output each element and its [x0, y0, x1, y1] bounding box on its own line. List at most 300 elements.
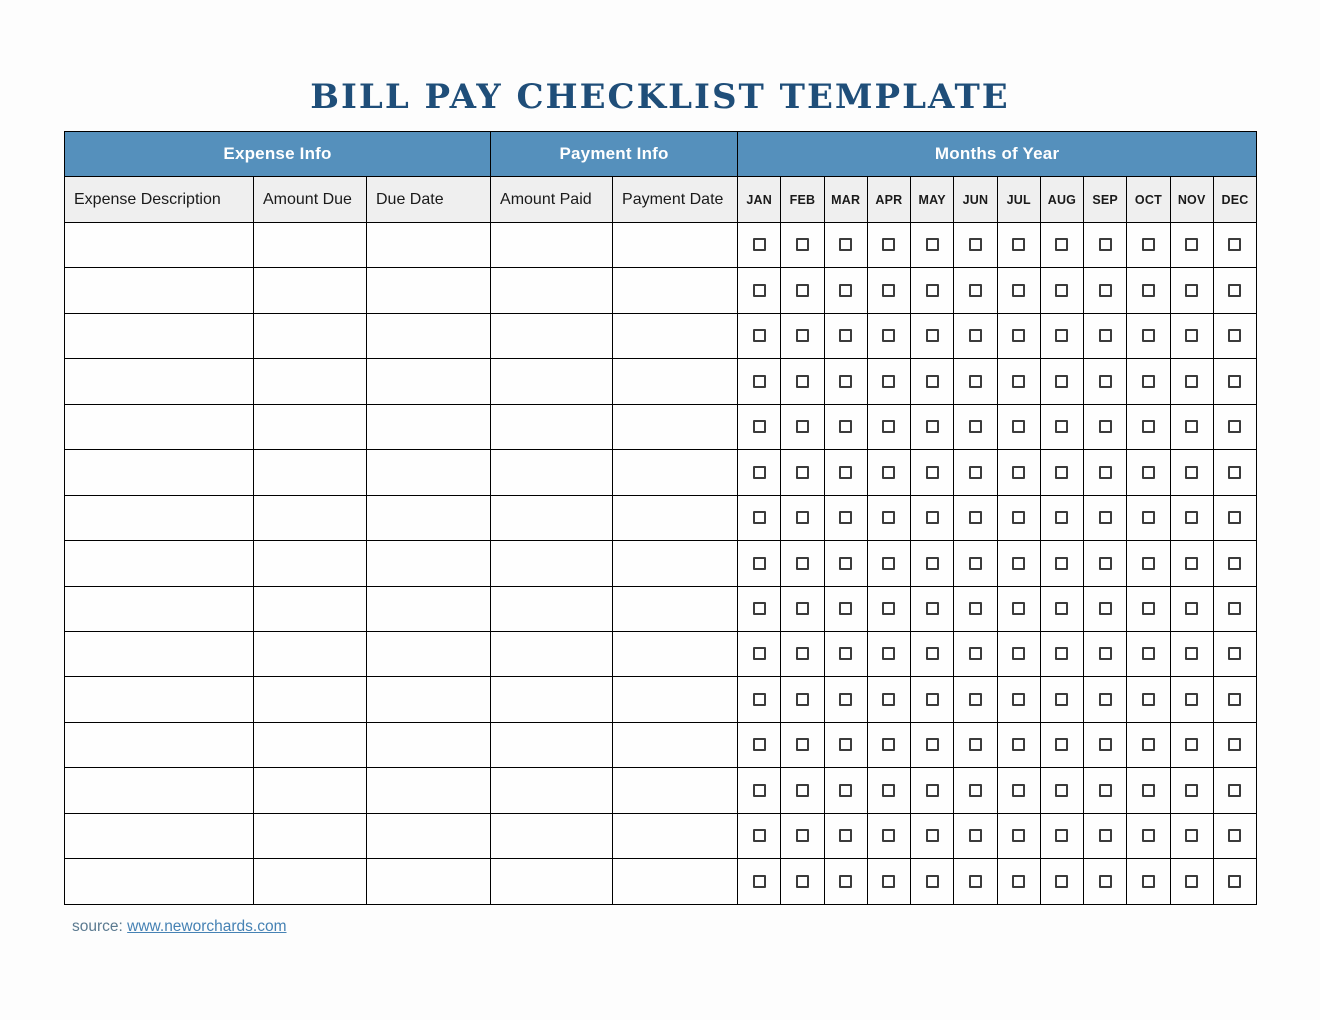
- checkbox-oct[interactable]: [1142, 557, 1155, 570]
- column-header-feb: FEB: [781, 177, 824, 223]
- checkbox-jun[interactable]: [969, 284, 982, 297]
- payment-date-cell: [613, 586, 738, 631]
- checkbox-aug[interactable]: [1055, 375, 1068, 388]
- jul-cell: [997, 313, 1040, 358]
- may-cell: [911, 223, 954, 268]
- checkbox-aug[interactable]: [1055, 557, 1068, 570]
- checkbox-dec[interactable]: [1228, 693, 1241, 706]
- checkbox-oct[interactable]: [1142, 420, 1155, 433]
- expense-description-cell: [65, 768, 254, 813]
- checkbox-jan[interactable]: [753, 284, 766, 297]
- jul-cell: [997, 722, 1040, 767]
- checkbox-feb[interactable]: [796, 784, 809, 797]
- feb-cell: [781, 677, 824, 722]
- checkbox-nov[interactable]: [1185, 693, 1198, 706]
- amount-due-cell: [254, 859, 367, 904]
- checkbox-oct[interactable]: [1142, 329, 1155, 342]
- checkbox-jan[interactable]: [753, 693, 766, 706]
- feb-cell: [781, 768, 824, 813]
- checkbox-apr[interactable]: [882, 875, 895, 888]
- checkbox-aug[interactable]: [1055, 511, 1068, 524]
- aug-cell: [1040, 586, 1083, 631]
- sep-cell: [1084, 223, 1127, 268]
- checkbox-oct[interactable]: [1142, 375, 1155, 388]
- checkbox-jun[interactable]: [969, 829, 982, 842]
- checkbox-may[interactable]: [926, 602, 939, 615]
- expense-description-cell: [65, 859, 254, 904]
- checkbox-jan[interactable]: [753, 557, 766, 570]
- checkbox-oct[interactable]: [1142, 284, 1155, 297]
- checkbox-aug[interactable]: [1055, 829, 1068, 842]
- jun-cell: [954, 404, 997, 449]
- checkbox-nov[interactable]: [1185, 738, 1198, 751]
- checkbox-nov[interactable]: [1185, 329, 1198, 342]
- checkbox-aug[interactable]: [1055, 329, 1068, 342]
- dec-cell: [1213, 768, 1256, 813]
- checkbox-mar[interactable]: [839, 647, 852, 660]
- checkbox-jun[interactable]: [969, 693, 982, 706]
- table-row: [65, 268, 1257, 313]
- checkbox-apr[interactable]: [882, 647, 895, 660]
- checkbox-jun[interactable]: [969, 329, 982, 342]
- checkbox-jul[interactable]: [1012, 466, 1025, 479]
- checkbox-dec[interactable]: [1228, 420, 1241, 433]
- due-date-cell: [367, 813, 491, 858]
- payment-date-cell: [613, 813, 738, 858]
- checkbox-nov[interactable]: [1185, 602, 1198, 615]
- checkbox-jan[interactable]: [753, 647, 766, 660]
- checkbox-dec[interactable]: [1228, 284, 1241, 297]
- checkbox-apr[interactable]: [882, 329, 895, 342]
- checkbox-mar[interactable]: [839, 693, 852, 706]
- payment-date-cell: [613, 677, 738, 722]
- checkbox-mar[interactable]: [839, 284, 852, 297]
- checkbox-oct[interactable]: [1142, 602, 1155, 615]
- nov-cell: [1170, 450, 1213, 495]
- checkbox-oct[interactable]: [1142, 875, 1155, 888]
- table-row: [65, 859, 1257, 904]
- checkbox-apr[interactable]: [882, 420, 895, 433]
- checkbox-may[interactable]: [926, 693, 939, 706]
- checkbox-feb[interactable]: [796, 375, 809, 388]
- checkbox-jul[interactable]: [1012, 829, 1025, 842]
- amount-paid-cell: [491, 223, 613, 268]
- checkbox-sep[interactable]: [1099, 420, 1112, 433]
- payment-date-cell: [613, 631, 738, 676]
- checkbox-feb[interactable]: [796, 693, 809, 706]
- feb-cell: [781, 359, 824, 404]
- due-date-cell: [367, 859, 491, 904]
- column-header-due-date: Due Date: [367, 177, 491, 223]
- checkbox-apr[interactable]: [882, 602, 895, 615]
- amount-due-cell: [254, 223, 367, 268]
- feb-cell: [781, 586, 824, 631]
- jan-cell: [738, 813, 781, 858]
- oct-cell: [1127, 450, 1170, 495]
- checkbox-oct[interactable]: [1142, 238, 1155, 251]
- expense-description-cell: [65, 495, 254, 540]
- checkbox-may[interactable]: [926, 238, 939, 251]
- feb-cell: [781, 722, 824, 767]
- jan-cell: [738, 722, 781, 767]
- checkbox-apr[interactable]: [882, 375, 895, 388]
- checkbox-dec[interactable]: [1228, 375, 1241, 388]
- checkbox-jul[interactable]: [1012, 602, 1025, 615]
- checkbox-feb[interactable]: [796, 829, 809, 842]
- checkbox-sep[interactable]: [1099, 375, 1112, 388]
- checkbox-jul[interactable]: [1012, 420, 1025, 433]
- checkbox-feb[interactable]: [796, 875, 809, 888]
- group-header-months-of-year: Months of Year: [738, 132, 1257, 177]
- checkbox-mar[interactable]: [839, 875, 852, 888]
- sep-cell: [1084, 768, 1127, 813]
- checkbox-aug[interactable]: [1055, 420, 1068, 433]
- amount-paid-cell: [491, 495, 613, 540]
- checkbox-jul[interactable]: [1012, 738, 1025, 751]
- checkbox-may[interactable]: [926, 784, 939, 797]
- table-row: [65, 722, 1257, 767]
- checkbox-may[interactable]: [926, 329, 939, 342]
- mar-cell: [824, 677, 867, 722]
- checkbox-jan[interactable]: [753, 875, 766, 888]
- checkbox-aug[interactable]: [1055, 693, 1068, 706]
- checkbox-may[interactable]: [926, 511, 939, 524]
- checkbox-dec[interactable]: [1228, 647, 1241, 660]
- nov-cell: [1170, 541, 1213, 586]
- checkbox-nov[interactable]: [1185, 238, 1198, 251]
- amount-paid-cell: [491, 586, 613, 631]
- checkbox-feb[interactable]: [796, 602, 809, 615]
- aug-cell: [1040, 359, 1083, 404]
- checkbox-sep[interactable]: [1099, 829, 1112, 842]
- table-row: [65, 223, 1257, 268]
- checkbox-oct[interactable]: [1142, 829, 1155, 842]
- checkbox-feb[interactable]: [796, 466, 809, 479]
- source-link[interactable]: www.neworchards.com: [127, 917, 287, 935]
- checkbox-jul[interactable]: [1012, 375, 1025, 388]
- checkbox-nov[interactable]: [1185, 557, 1198, 570]
- checkbox-dec[interactable]: [1228, 557, 1241, 570]
- checkbox-feb[interactable]: [796, 284, 809, 297]
- sep-cell: [1084, 722, 1127, 767]
- checkbox-oct[interactable]: [1142, 738, 1155, 751]
- checkbox-mar[interactable]: [839, 238, 852, 251]
- checkbox-may[interactable]: [926, 875, 939, 888]
- checkbox-sep[interactable]: [1099, 557, 1112, 570]
- checkbox-feb[interactable]: [796, 420, 809, 433]
- expense-description-cell: [65, 541, 254, 586]
- checkbox-apr[interactable]: [882, 238, 895, 251]
- source-label: source:: [72, 917, 123, 935]
- checkbox-nov[interactable]: [1185, 784, 1198, 797]
- checkbox-dec[interactable]: [1228, 466, 1241, 479]
- checkbox-sep[interactable]: [1099, 875, 1112, 888]
- checkbox-dec[interactable]: [1228, 784, 1241, 797]
- payment-date-cell: [613, 223, 738, 268]
- column-header-payment-date: Payment Date: [613, 177, 738, 223]
- amount-due-cell: [254, 268, 367, 313]
- jul-cell: [997, 268, 1040, 313]
- checkbox-aug[interactable]: [1055, 875, 1068, 888]
- jun-cell: [954, 495, 997, 540]
- column-header-dec: DEC: [1213, 177, 1256, 223]
- checkbox-jan[interactable]: [753, 375, 766, 388]
- column-header-sep: SEP: [1084, 177, 1127, 223]
- checkbox-oct[interactable]: [1142, 466, 1155, 479]
- group-header-payment-info: Payment Info: [491, 132, 738, 177]
- dec-cell: [1213, 631, 1256, 676]
- checkbox-apr[interactable]: [882, 284, 895, 297]
- checkbox-jul[interactable]: [1012, 238, 1025, 251]
- checkbox-aug[interactable]: [1055, 738, 1068, 751]
- table-row: [65, 813, 1257, 858]
- checkbox-dec[interactable]: [1228, 238, 1241, 251]
- column-header-row: [65, 177, 1257, 223]
- checkbox-jul[interactable]: [1012, 875, 1025, 888]
- jan-cell: [738, 223, 781, 268]
- column-header-jul: JUL: [997, 177, 1040, 223]
- checkbox-mar[interactable]: [839, 511, 852, 524]
- table-row: [65, 495, 1257, 540]
- column-header-nov: NOV: [1170, 177, 1213, 223]
- may-cell: [911, 768, 954, 813]
- may-cell: [911, 631, 954, 676]
- checkbox-jul[interactable]: [1012, 784, 1025, 797]
- apr-cell: [867, 586, 910, 631]
- checkbox-may[interactable]: [926, 557, 939, 570]
- checkbox-may[interactable]: [926, 647, 939, 660]
- checkbox-jun[interactable]: [969, 602, 982, 615]
- checkbox-dec[interactable]: [1228, 829, 1241, 842]
- checkbox-aug[interactable]: [1055, 784, 1068, 797]
- checkbox-sep[interactable]: [1099, 466, 1112, 479]
- checkbox-apr[interactable]: [882, 738, 895, 751]
- payment-date-cell: [613, 768, 738, 813]
- checkbox-sep[interactable]: [1099, 511, 1112, 524]
- column-header-expense-description: Expense Description: [65, 177, 254, 223]
- checkbox-dec[interactable]: [1228, 875, 1241, 888]
- checkbox-oct[interactable]: [1142, 784, 1155, 797]
- checkbox-mar[interactable]: [839, 420, 852, 433]
- due-date-cell: [367, 677, 491, 722]
- checkbox-oct[interactable]: [1142, 693, 1155, 706]
- checkbox-apr[interactable]: [882, 557, 895, 570]
- checkbox-jul[interactable]: [1012, 557, 1025, 570]
- checkbox-nov[interactable]: [1185, 647, 1198, 660]
- checkbox-may[interactable]: [926, 829, 939, 842]
- checkbox-mar[interactable]: [839, 829, 852, 842]
- checkbox-jun[interactable]: [969, 557, 982, 570]
- feb-cell: [781, 813, 824, 858]
- checkbox-nov[interactable]: [1185, 466, 1198, 479]
- checkbox-feb[interactable]: [796, 511, 809, 524]
- checkbox-may[interactable]: [926, 375, 939, 388]
- table-row: [65, 450, 1257, 495]
- checkbox-jan[interactable]: [753, 466, 766, 479]
- checkbox-feb[interactable]: [796, 738, 809, 751]
- checkbox-jan[interactable]: [753, 329, 766, 342]
- expense-description-cell: [65, 586, 254, 631]
- checkbox-jun[interactable]: [969, 511, 982, 524]
- checkbox-jul[interactable]: [1012, 647, 1025, 660]
- jul-cell: [997, 495, 1040, 540]
- checkbox-mar[interactable]: [839, 375, 852, 388]
- may-cell: [911, 541, 954, 586]
- jun-cell: [954, 223, 997, 268]
- jun-cell: [954, 722, 997, 767]
- expense-description-cell: [65, 722, 254, 767]
- checkbox-aug[interactable]: [1055, 238, 1068, 251]
- sep-cell: [1084, 359, 1127, 404]
- jan-cell: [738, 268, 781, 313]
- checkbox-sep[interactable]: [1099, 738, 1112, 751]
- checkbox-aug[interactable]: [1055, 466, 1068, 479]
- checkbox-sep[interactable]: [1099, 329, 1112, 342]
- checkbox-feb[interactable]: [796, 329, 809, 342]
- column-header-oct: OCT: [1127, 177, 1170, 223]
- jan-cell: [738, 450, 781, 495]
- checkbox-apr[interactable]: [882, 784, 895, 797]
- dec-cell: [1213, 313, 1256, 358]
- checkbox-jun[interactable]: [969, 238, 982, 251]
- apr-cell: [867, 359, 910, 404]
- checkbox-feb[interactable]: [796, 557, 809, 570]
- checkbox-jun[interactable]: [969, 647, 982, 660]
- checkbox-apr[interactable]: [882, 829, 895, 842]
- jan-cell: [738, 495, 781, 540]
- checkbox-jan[interactable]: [753, 238, 766, 251]
- checkbox-nov[interactable]: [1185, 875, 1198, 888]
- due-date-cell: [367, 631, 491, 676]
- checkbox-aug[interactable]: [1055, 602, 1068, 615]
- mar-cell: [824, 813, 867, 858]
- checkbox-may[interactable]: [926, 420, 939, 433]
- checkbox-sep[interactable]: [1099, 284, 1112, 297]
- checkbox-jun[interactable]: [969, 466, 982, 479]
- checkbox-nov[interactable]: [1185, 511, 1198, 524]
- checkbox-feb[interactable]: [796, 647, 809, 660]
- checkbox-mar[interactable]: [839, 557, 852, 570]
- checkbox-oct[interactable]: [1142, 647, 1155, 660]
- checkbox-aug[interactable]: [1055, 647, 1068, 660]
- jul-cell: [997, 813, 1040, 858]
- checkbox-nov[interactable]: [1185, 829, 1198, 842]
- checkbox-mar[interactable]: [839, 784, 852, 797]
- checkbox-jan[interactable]: [753, 420, 766, 433]
- checkbox-mar[interactable]: [839, 738, 852, 751]
- amount-due-cell: [254, 722, 367, 767]
- expense-description-cell: [65, 404, 254, 449]
- sep-cell: [1084, 813, 1127, 858]
- checkbox-jul[interactable]: [1012, 511, 1025, 524]
- group-header-expense-info: Expense Info: [65, 132, 491, 177]
- oct-cell: [1127, 313, 1170, 358]
- jun-cell: [954, 768, 997, 813]
- checkbox-mar[interactable]: [839, 466, 852, 479]
- checkbox-apr[interactable]: [882, 693, 895, 706]
- checkbox-sep[interactable]: [1099, 693, 1112, 706]
- checkbox-nov[interactable]: [1185, 420, 1198, 433]
- due-date-cell: [367, 541, 491, 586]
- aug-cell: [1040, 495, 1083, 540]
- may-cell: [911, 859, 954, 904]
- checkbox-mar[interactable]: [839, 602, 852, 615]
- checkbox-may[interactable]: [926, 738, 939, 751]
- feb-cell: [781, 859, 824, 904]
- checkbox-sep[interactable]: [1099, 647, 1112, 660]
- checkbox-feb[interactable]: [796, 238, 809, 251]
- amount-paid-cell: [491, 631, 613, 676]
- feb-cell: [781, 404, 824, 449]
- checkbox-aug[interactable]: [1055, 284, 1068, 297]
- checkbox-jul[interactable]: [1012, 693, 1025, 706]
- checkbox-dec[interactable]: [1228, 602, 1241, 615]
- due-date-cell: [367, 586, 491, 631]
- jun-cell: [954, 677, 997, 722]
- checkbox-jan[interactable]: [753, 829, 766, 842]
- jul-cell: [997, 223, 1040, 268]
- expense-description-cell: [65, 359, 254, 404]
- checkbox-jan[interactable]: [753, 511, 766, 524]
- mar-cell: [824, 541, 867, 586]
- checkbox-apr[interactable]: [882, 511, 895, 524]
- checkbox-jun[interactable]: [969, 375, 982, 388]
- checkbox-jun[interactable]: [969, 875, 982, 888]
- checkbox-dec[interactable]: [1228, 511, 1241, 524]
- feb-cell: [781, 450, 824, 495]
- checkbox-apr[interactable]: [882, 466, 895, 479]
- feb-cell: [781, 541, 824, 586]
- checkbox-jul[interactable]: [1012, 284, 1025, 297]
- table-row: [65, 359, 1257, 404]
- checkbox-sep[interactable]: [1099, 784, 1112, 797]
- table-row: [65, 313, 1257, 358]
- table-row: [65, 631, 1257, 676]
- checkbox-oct[interactable]: [1142, 511, 1155, 524]
- oct-cell: [1127, 541, 1170, 586]
- checkbox-sep[interactable]: [1099, 238, 1112, 251]
- checkbox-jun[interactable]: [969, 784, 982, 797]
- checkbox-jan[interactable]: [753, 784, 766, 797]
- amount-paid-cell: [491, 813, 613, 858]
- checkbox-may[interactable]: [926, 284, 939, 297]
- checkbox-jan[interactable]: [753, 738, 766, 751]
- aug-cell: [1040, 722, 1083, 767]
- checkbox-dec[interactable]: [1228, 738, 1241, 751]
- checkbox-nov[interactable]: [1185, 375, 1198, 388]
- apr-cell: [867, 313, 910, 358]
- checkbox-mar[interactable]: [839, 329, 852, 342]
- table-row: [65, 404, 1257, 449]
- amount-paid-cell: [491, 768, 613, 813]
- checkbox-jul[interactable]: [1012, 329, 1025, 342]
- checkbox-sep[interactable]: [1099, 602, 1112, 615]
- payment-date-cell: [613, 450, 738, 495]
- checkbox-jun[interactable]: [969, 738, 982, 751]
- nov-cell: [1170, 813, 1213, 858]
- amount-due-cell: [254, 813, 367, 858]
- jul-cell: [997, 859, 1040, 904]
- checkbox-jan[interactable]: [753, 602, 766, 615]
- sep-cell: [1084, 586, 1127, 631]
- document-page: [64, 0, 1256, 936]
- checkbox-nov[interactable]: [1185, 284, 1198, 297]
- checkbox-dec[interactable]: [1228, 329, 1241, 342]
- checkbox-may[interactable]: [926, 466, 939, 479]
- jul-cell: [997, 677, 1040, 722]
- jun-cell: [954, 586, 997, 631]
- checkbox-jun[interactable]: [969, 420, 982, 433]
